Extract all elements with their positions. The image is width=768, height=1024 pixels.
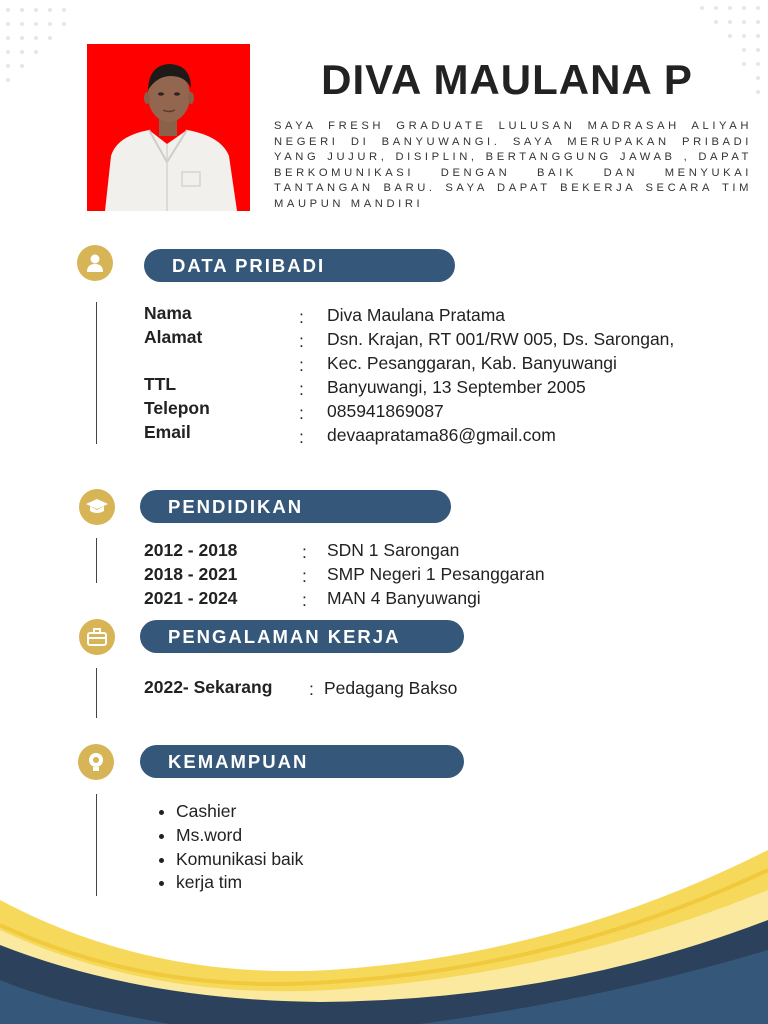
edu-year: 2018 - 2021 xyxy=(144,564,238,584)
candidate-name: DIVA MAULANA P xyxy=(321,56,693,103)
colon: : xyxy=(299,379,304,399)
colon: : xyxy=(309,679,314,699)
value-telepon: 085941869087 xyxy=(327,401,444,421)
skill-item: • Ms.word xyxy=(176,824,303,848)
colon: : xyxy=(302,542,307,562)
edu-school: SDN 1 Sarongan xyxy=(327,540,460,560)
colon: : xyxy=(299,331,304,351)
person-portrait-illustration xyxy=(87,44,250,211)
section-title-experience: PENGALAMAN KERJA xyxy=(140,620,464,653)
lightbulb-icon xyxy=(78,744,114,780)
person-icon xyxy=(77,245,113,281)
skill-item: • kerja tim xyxy=(176,871,303,895)
label-telepon: Telepon xyxy=(144,398,210,418)
section-title-personal: DATA PRIBADI xyxy=(144,249,455,282)
colon: : xyxy=(302,590,307,610)
label-email: Email xyxy=(144,422,191,442)
edu-year: 2021 - 2024 xyxy=(144,588,238,608)
dot-pattern-left xyxy=(0,0,90,110)
edu-school: MAN 4 Banyuwangi xyxy=(327,588,481,608)
edu-year: 2012 - 2018 xyxy=(144,540,238,560)
decorative-waves xyxy=(0,830,768,1024)
colon: : xyxy=(299,427,304,447)
colon: : xyxy=(299,307,304,327)
value-nama: Diva Maulana Pratama xyxy=(327,305,505,325)
label-alamat: Alamat xyxy=(144,327,203,347)
skill-item: • Komunikasi baik xyxy=(176,848,303,872)
work-position: Pedagang Bakso xyxy=(324,678,458,698)
label-nama: Nama xyxy=(144,303,192,323)
skill-item: • Cashier xyxy=(176,800,303,824)
profile-photo xyxy=(87,44,250,211)
section-title-skills: KEMAMPUAN xyxy=(140,745,464,778)
profile-summary: SAYA FRESH GRADUATE LULUSAN MADRASAH ALIYAH NEGERI DI BANYUWANGI. SAYA MERUPAKAN PRIBADI YANG JUJUR, DISIPLIN, BERTANGGUNG JAWAB , DAPAT BERKOMUNIKASI DENGAN BAIK DAN MENYUKAI TANTANGAN BARU. SAYA DAPAT BEKERJA SECARA TIM MAUPUN MANDIRI xyxy=(274,120,752,210)
colon: : xyxy=(299,355,304,375)
timeline-line-experience xyxy=(96,668,97,718)
value-ttl: Banyuwangi, 13 September 2005 xyxy=(327,377,586,397)
briefcase-icon xyxy=(79,619,115,655)
value-alamat-line2: Kec. Pesanggaran, Kab. Banyuwangi xyxy=(327,353,617,373)
value-alamat-line1: Dsn. Krajan, RT 001/RW 005, Ds. Sarongan, xyxy=(327,329,675,349)
colon: : xyxy=(302,566,307,586)
label-ttl: TTL xyxy=(144,374,177,394)
graduation-cap-icon xyxy=(79,489,115,525)
section-title-education: PENDIDIKAN xyxy=(140,490,451,523)
value-email: devaapratama86@gmail.com xyxy=(327,425,556,445)
colon: : xyxy=(299,403,304,423)
work-period: 2022- Sekarang xyxy=(144,677,273,697)
timeline-line-education xyxy=(96,538,97,583)
edu-school: SMP Negeri 1 Pesanggaran xyxy=(327,564,545,584)
timeline-line-personal xyxy=(96,302,97,444)
